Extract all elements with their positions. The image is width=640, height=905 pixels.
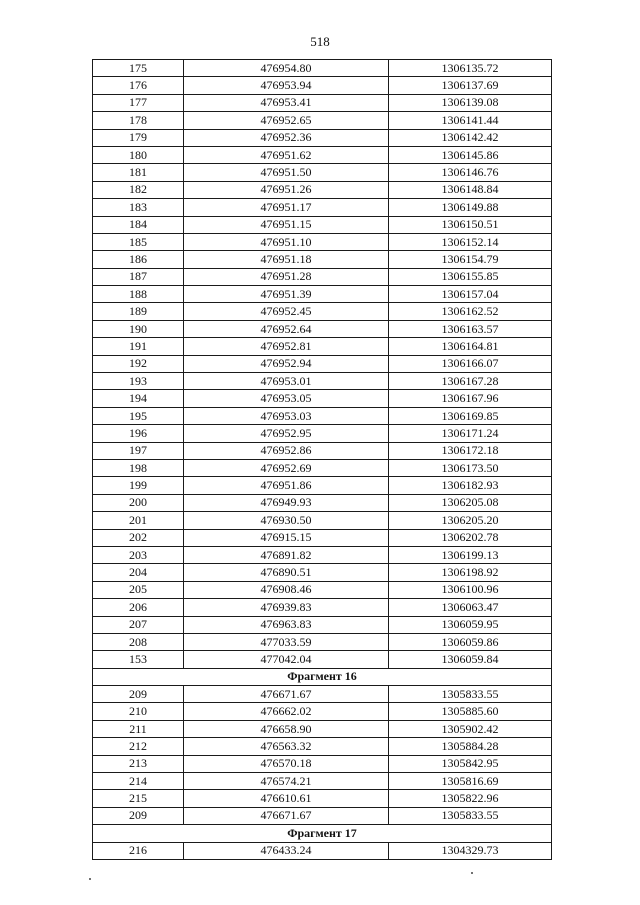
y-coordinate-cell: 1306166.07	[389, 355, 552, 372]
fragment-header-row	[93, 825, 552, 842]
table-row	[93, 512, 552, 529]
table-row	[93, 233, 552, 250]
table-row	[93, 477, 552, 494]
point-number-cell: 153	[93, 651, 184, 668]
table-row	[93, 581, 552, 598]
table-row	[93, 842, 552, 859]
table-row	[93, 355, 552, 372]
table-row	[93, 616, 552, 633]
point-number-cell: 186	[93, 251, 184, 268]
fragment-title: Фрагмент 16	[93, 668, 552, 685]
point-number-cell: 195	[93, 407, 184, 424]
point-number-cell: 208	[93, 633, 184, 650]
y-coordinate-cell: 1306167.28	[389, 373, 552, 390]
point-number-cell: 200	[93, 494, 184, 511]
y-coordinate-cell: 1306145.86	[389, 146, 552, 163]
table-row	[93, 286, 552, 303]
point-number-cell: 206	[93, 599, 184, 616]
y-coordinate-cell: 1306135.72	[389, 60, 552, 77]
point-number-cell: 184	[93, 216, 184, 233]
y-coordinate-cell: 1305816.69	[389, 773, 552, 790]
x-coordinate-cell: 476915.15	[184, 529, 389, 546]
table-row	[93, 164, 552, 181]
table-row	[93, 738, 552, 755]
table-row	[93, 755, 552, 772]
table-row	[93, 77, 552, 94]
fragment-header-row	[93, 668, 552, 685]
coordinates-table-body	[93, 60, 552, 860]
x-coordinate-cell: 476671.67	[184, 686, 389, 703]
x-coordinate-cell: 476891.82	[184, 546, 389, 563]
point-number-cell: 212	[93, 738, 184, 755]
table-row	[93, 320, 552, 337]
point-number-cell: 183	[93, 199, 184, 216]
point-number-cell: 215	[93, 790, 184, 807]
table-row	[93, 651, 552, 668]
table-row	[93, 564, 552, 581]
x-coordinate-cell: 476953.94	[184, 77, 389, 94]
x-coordinate-cell: 476952.45	[184, 303, 389, 320]
y-coordinate-cell: 1306172.18	[389, 442, 552, 459]
x-coordinate-cell: 476671.67	[184, 807, 389, 824]
x-coordinate-cell: 476662.02	[184, 703, 389, 720]
y-coordinate-cell: 1306059.86	[389, 633, 552, 650]
y-coordinate-cell: 1306163.57	[389, 320, 552, 337]
point-number-cell: 196	[93, 425, 184, 442]
point-number-cell: 201	[93, 512, 184, 529]
point-number-cell: 190	[93, 320, 184, 337]
y-coordinate-cell: 1306162.52	[389, 303, 552, 320]
x-coordinate-cell: 476574.21	[184, 773, 389, 790]
point-number-cell: 188	[93, 286, 184, 303]
x-coordinate-cell: 476952.65	[184, 112, 389, 129]
table-row	[93, 373, 552, 390]
y-coordinate-cell: 1306141.44	[389, 112, 552, 129]
y-coordinate-cell: 1306154.79	[389, 251, 552, 268]
point-number-cell: 197	[93, 442, 184, 459]
point-number-cell: 213	[93, 755, 184, 772]
table-row	[93, 442, 552, 459]
point-number-cell: 203	[93, 546, 184, 563]
y-coordinate-cell: 1305822.96	[389, 790, 552, 807]
x-coordinate-cell: 476952.95	[184, 425, 389, 442]
table-row	[93, 790, 552, 807]
x-coordinate-cell: 476939.83	[184, 599, 389, 616]
table-row	[93, 94, 552, 111]
scan-mark-left	[89, 878, 91, 880]
table-row	[93, 390, 552, 407]
table-row	[93, 251, 552, 268]
x-coordinate-cell: 476954.80	[184, 60, 389, 77]
x-coordinate-cell: 476952.94	[184, 355, 389, 372]
x-coordinate-cell: 476951.86	[184, 477, 389, 494]
x-coordinate-cell: 476563.32	[184, 738, 389, 755]
x-coordinate-cell: 476658.90	[184, 720, 389, 737]
y-coordinate-cell: 1306164.81	[389, 338, 552, 355]
point-number-cell: 179	[93, 129, 184, 146]
table-row	[93, 146, 552, 163]
x-coordinate-cell: 476908.46	[184, 581, 389, 598]
table-row	[93, 216, 552, 233]
x-coordinate-cell: 476433.24	[184, 842, 389, 859]
y-coordinate-cell: 1306199.13	[389, 546, 552, 563]
table-row	[93, 459, 552, 476]
point-number-cell: 204	[93, 564, 184, 581]
point-number-cell: 175	[93, 60, 184, 77]
x-coordinate-cell: 476570.18	[184, 755, 389, 772]
x-coordinate-cell: 476951.18	[184, 251, 389, 268]
table-row	[93, 425, 552, 442]
point-number-cell: 191	[93, 338, 184, 355]
x-coordinate-cell: 476963.83	[184, 616, 389, 633]
x-coordinate-cell: 477042.04	[184, 651, 389, 668]
y-coordinate-cell: 1305842.95	[389, 755, 552, 772]
table-row	[93, 129, 552, 146]
point-number-cell: 205	[93, 581, 184, 598]
point-number-cell: 209	[93, 807, 184, 824]
x-coordinate-cell: 476949.93	[184, 494, 389, 511]
x-coordinate-cell: 476951.62	[184, 146, 389, 163]
y-coordinate-cell: 1306205.20	[389, 512, 552, 529]
y-coordinate-cell: 1306167.96	[389, 390, 552, 407]
table-row	[93, 268, 552, 285]
coordinates-table	[92, 59, 552, 860]
y-coordinate-cell: 1305884.28	[389, 738, 552, 755]
x-coordinate-cell: 476951.10	[184, 233, 389, 250]
y-coordinate-cell: 1306202.78	[389, 529, 552, 546]
y-coordinate-cell: 1306059.84	[389, 651, 552, 668]
y-coordinate-cell: 1306152.14	[389, 233, 552, 250]
x-coordinate-cell: 476610.61	[184, 790, 389, 807]
point-number-cell: 176	[93, 77, 184, 94]
y-coordinate-cell: 1305885.60	[389, 703, 552, 720]
y-coordinate-cell: 1306198.92	[389, 564, 552, 581]
table-row	[93, 773, 552, 790]
y-coordinate-cell: 1306063.47	[389, 599, 552, 616]
x-coordinate-cell: 476952.86	[184, 442, 389, 459]
x-coordinate-cell: 476951.26	[184, 181, 389, 198]
y-coordinate-cell: 1306148.84	[389, 181, 552, 198]
table-row	[93, 181, 552, 198]
point-number-cell: 193	[93, 373, 184, 390]
table-row	[93, 633, 552, 650]
point-number-cell: 194	[93, 390, 184, 407]
fragment-title: Фрагмент 17	[93, 825, 552, 842]
y-coordinate-cell: 1306142.42	[389, 129, 552, 146]
x-coordinate-cell: 476953.41	[184, 94, 389, 111]
x-coordinate-cell: 476953.03	[184, 407, 389, 424]
y-coordinate-cell: 1306059.95	[389, 616, 552, 633]
x-coordinate-cell: 476952.36	[184, 129, 389, 146]
point-number-cell: 185	[93, 233, 184, 250]
y-coordinate-cell: 1306173.50	[389, 459, 552, 476]
x-coordinate-cell: 476951.28	[184, 268, 389, 285]
x-coordinate-cell: 476890.51	[184, 564, 389, 581]
table-row	[93, 303, 552, 320]
y-coordinate-cell: 1306182.93	[389, 477, 552, 494]
point-number-cell: 177	[93, 94, 184, 111]
y-coordinate-cell: 1306169.85	[389, 407, 552, 424]
point-number-cell: 211	[93, 720, 184, 737]
y-coordinate-cell: 1306171.24	[389, 425, 552, 442]
table-row	[93, 494, 552, 511]
y-coordinate-cell: 1306137.69	[389, 77, 552, 94]
y-coordinate-cell: 1306155.85	[389, 268, 552, 285]
x-coordinate-cell: 476953.01	[184, 373, 389, 390]
point-number-cell: 199	[93, 477, 184, 494]
table-row	[93, 599, 552, 616]
x-coordinate-cell: 476952.81	[184, 338, 389, 355]
y-coordinate-cell: 1306205.08	[389, 494, 552, 511]
table-row	[93, 720, 552, 737]
point-number-cell: 202	[93, 529, 184, 546]
table-row	[93, 807, 552, 824]
table-row	[93, 546, 552, 563]
table-row	[93, 529, 552, 546]
point-number-cell: 189	[93, 303, 184, 320]
x-coordinate-cell: 476951.17	[184, 199, 389, 216]
point-number-cell: 207	[93, 616, 184, 633]
point-number-cell: 178	[93, 112, 184, 129]
point-number-cell: 214	[93, 773, 184, 790]
table-row	[93, 60, 552, 77]
y-coordinate-cell: 1305833.55	[389, 807, 552, 824]
x-coordinate-cell: 476953.05	[184, 390, 389, 407]
x-coordinate-cell: 476952.64	[184, 320, 389, 337]
x-coordinate-cell: 477033.59	[184, 633, 389, 650]
table-row	[93, 686, 552, 703]
y-coordinate-cell: 1306146.76	[389, 164, 552, 181]
point-number-cell: 181	[93, 164, 184, 181]
point-number-cell: 198	[93, 459, 184, 476]
point-number-cell: 210	[93, 703, 184, 720]
table-row	[93, 112, 552, 129]
x-coordinate-cell: 476930.50	[184, 512, 389, 529]
y-coordinate-cell: 1305902.42	[389, 720, 552, 737]
y-coordinate-cell: 1306139.08	[389, 94, 552, 111]
point-number-cell: 182	[93, 181, 184, 198]
point-number-cell: 180	[93, 146, 184, 163]
y-coordinate-cell: 1306150.51	[389, 216, 552, 233]
y-coordinate-cell: 1306100.96	[389, 581, 552, 598]
x-coordinate-cell: 476951.39	[184, 286, 389, 303]
y-coordinate-cell: 1304329.73	[389, 842, 552, 859]
table-row	[93, 407, 552, 424]
page-number: 518	[310, 34, 330, 49]
y-coordinate-cell: 1306157.04	[389, 286, 552, 303]
x-coordinate-cell: 476951.15	[184, 216, 389, 233]
x-coordinate-cell: 476952.69	[184, 459, 389, 476]
scan-mark-right	[471, 872, 473, 874]
table-row	[93, 338, 552, 355]
table-row	[93, 199, 552, 216]
point-number-cell: 209	[93, 686, 184, 703]
point-number-cell: 187	[93, 268, 184, 285]
point-number-cell: 216	[93, 842, 184, 859]
y-coordinate-cell: 1306149.88	[389, 199, 552, 216]
point-number-cell: 192	[93, 355, 184, 372]
y-coordinate-cell: 1305833.55	[389, 686, 552, 703]
table-row	[93, 703, 552, 720]
x-coordinate-cell: 476951.50	[184, 164, 389, 181]
